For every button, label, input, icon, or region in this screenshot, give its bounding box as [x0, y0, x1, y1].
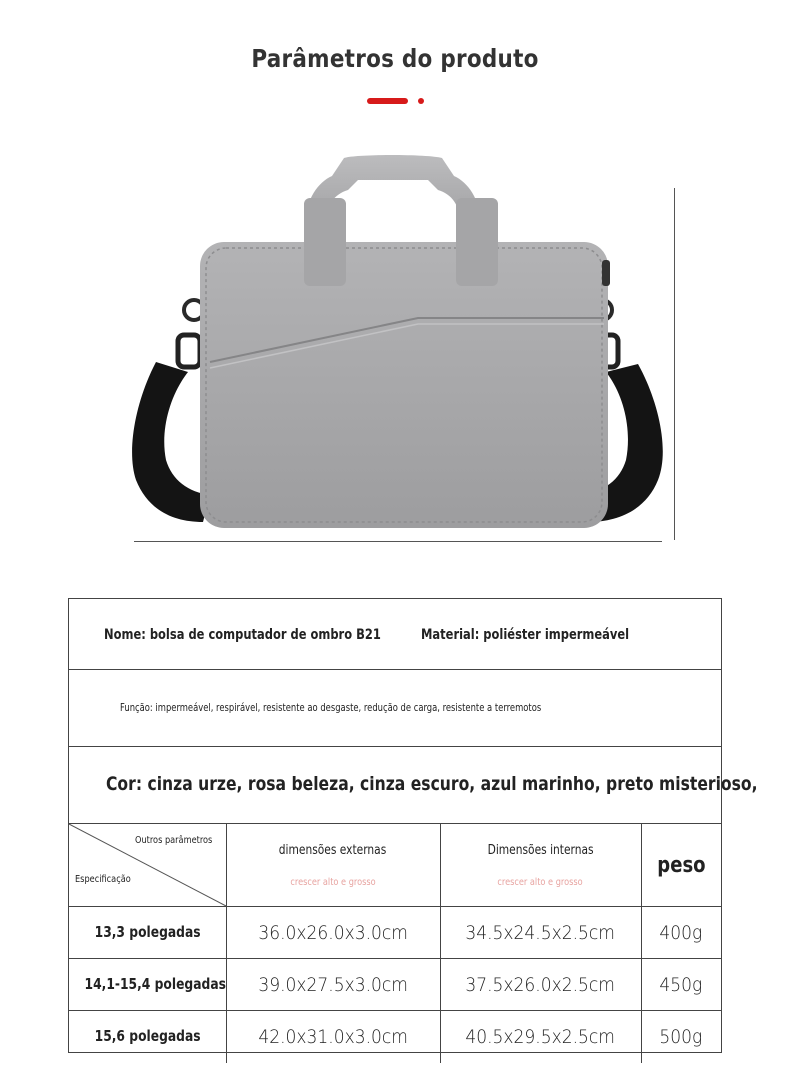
specs-row-name-material: [69, 599, 721, 670]
corner-top-label: Outros parâmetros: [135, 835, 213, 846]
product-material: Material: poliéster impermeável: [421, 627, 630, 643]
dimensions-header-row: [69, 824, 721, 907]
title-accent-bar: [367, 98, 408, 104]
product-colors: Cor: cinza urze, rosa beleza, cinza escuro, azul marinho, preto misterioso,: [106, 773, 758, 795]
product-name: Nome: bolsa de computador de ombro B21: [104, 627, 381, 643]
corner-bottom-label: Especificação: [75, 874, 131, 885]
table-row: [69, 959, 721, 1011]
dimensions-table: [69, 824, 721, 1063]
spec-label: 15,6 polegadas: [94, 1027, 201, 1046]
page-title: Parâmetros do produto: [251, 44, 539, 73]
header-external: [226, 824, 440, 907]
header-external-label: dimensões externas: [279, 842, 387, 858]
specs-row-colors: [69, 747, 758, 824]
weight-value: 400g: [659, 921, 703, 944]
table-row: [69, 907, 721, 959]
product-function: Função: impermeável, respirável, resistente ao desgaste, redução de carga, resistente a terremotos: [120, 702, 542, 714]
corner-cell: [69, 824, 226, 907]
header-weight: [641, 824, 721, 907]
header-weight-label: peso: [657, 852, 706, 878]
external-dimensions: 39.0x27.5x3.0cm: [258, 973, 408, 996]
spec-label: 14,1-15,4 polegadas: [84, 975, 226, 993]
internal-dimensions: 40.5x29.5x2.5cm: [465, 1025, 616, 1048]
internal-dimensions: 34.5x24.5x2.5cm: [465, 921, 616, 944]
external-dimensions: 36.0x26.0x3.0cm: [258, 921, 408, 944]
weight-value: 450g: [659, 973, 703, 996]
header-internal-label: Dimensões internas: [487, 842, 594, 858]
external-dimensions: 42.0x31.0x3.0cm: [258, 1025, 408, 1048]
table-row: [69, 1011, 721, 1063]
specs-row-function: [69, 670, 721, 747]
product-image-laptop-bag: [118, 150, 678, 535]
header-internal: [440, 824, 641, 907]
internal-dimensions: 37.5x26.0x2.5cm: [465, 973, 616, 996]
title-accent-dot: [418, 98, 424, 104]
header-external-sub: crescer alto e grosso: [290, 876, 376, 888]
width-dimension-line: [134, 541, 662, 542]
weight-value: 500g: [659, 1025, 703, 1048]
product-specs-table: [68, 598, 758, 1053]
spec-label: 13,3 polegadas: [94, 923, 201, 941]
header-internal-sub: crescer alto e grosso: [497, 876, 584, 888]
